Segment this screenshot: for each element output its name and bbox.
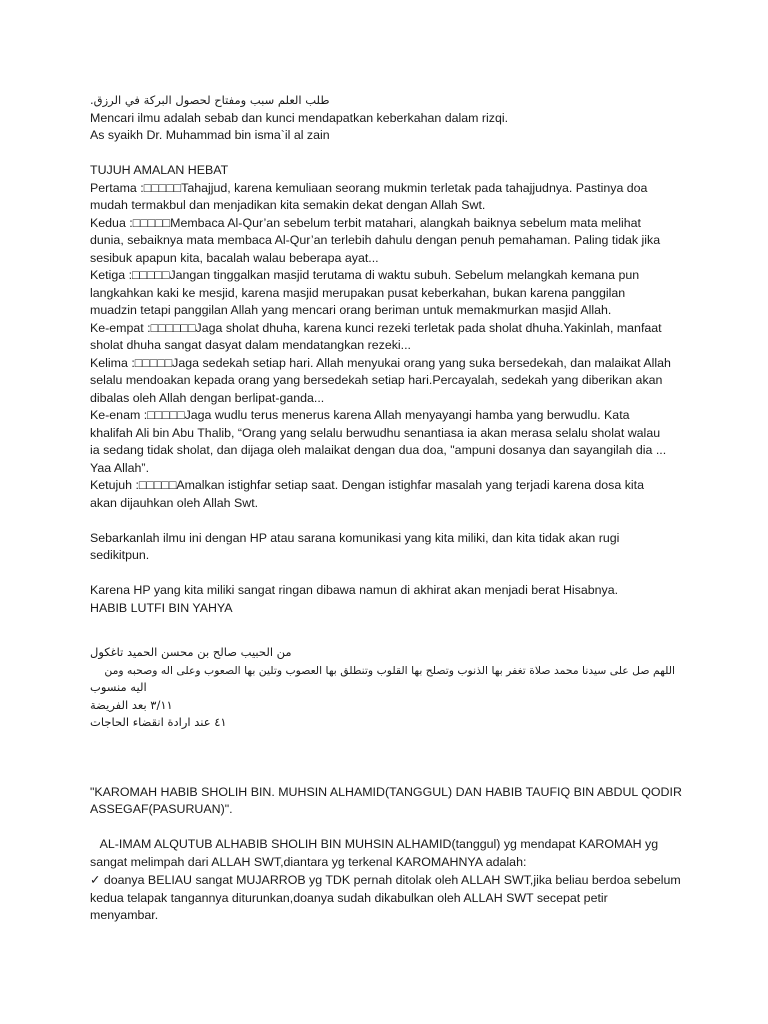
karomah-title: ASSEGAF(PASURUAN)". — [90, 802, 233, 816]
arabic-line: اليه منسوب — [90, 680, 147, 694]
amalan-item-text: muadzin tetapi panggilan Allah yang mencari orang beriman untuk memakmurkan masjid Allah. — [90, 303, 612, 317]
intro-author: As syaikh Dr. Muhammad bin isma`il al zain — [90, 128, 330, 142]
check-icon: ✓ — [90, 872, 101, 887]
intro-arabic: طلب العلم سبب ومفتاح لحصول البركة في الرزق. — [90, 93, 330, 107]
amalan-item-6 — [90, 407, 690, 477]
karomah-text: sangat melimpah dari ALLAH SWT,diantara yg terkenal KAROMAHNYA adalah: — [90, 854, 527, 869]
arabic-line: اللهم صل على سيدنا محمد صلاة تغفر بها الذنوب وتصلح بها القلوب وتنطلق بها العصوب وتلين بها الصعوب وعلى اله وصحبه ومن — [104, 663, 675, 677]
amalan-item-text: dunia, sebaiknya mata membaca Al-Qur’an terlebih dahulu dengan penuh pemahaman. Paling tidak jika — [90, 233, 661, 247]
amalan-item-5 — [90, 355, 690, 408]
amalan-item-7 — [90, 477, 690, 512]
karomah-bullet — [90, 871, 690, 890]
karomah-section — [90, 784, 690, 925]
amalan-item-text: Ke-empat :□□□□□□Jaga sholat dhuha, karena kunci rezeki terletak pada sholat dhuha.Yakinlah, manfaat — [90, 320, 662, 335]
amalan-item-text: Yaa Allah”. — [90, 460, 150, 475]
spacer — [90, 512, 690, 530]
amalan-item-text: mudah termakbul dan menjadikan kita semakin dekat dengan Allah Swt. — [90, 198, 486, 212]
arabic-line: من الحبيب صالح بن محسن الحميد تاغكول — [90, 645, 292, 659]
amalan-item-text: sesibuk apapun kita, bacalah walau beberapa ayat... — [90, 250, 379, 265]
amalan-item-text: Ketiga :□□□□□Jangan tinggalkan masjid terutama di waktu subuh. Sebelum melangkah kemana pun — [90, 268, 640, 282]
amalan-item-text: Kedua :□□□□□Membaca Al-Qur’an sebelum terbit matahari, alangkah baiknya sebelum mata melihat — [90, 215, 641, 230]
amalan-item-3 — [90, 267, 690, 320]
amalan-item-text: Kelima :□□□□□Jaga sedekah setiap hari. Allah menyukai orang yang suka bersedekah, dan malaikat Allah — [90, 355, 671, 370]
amalan-item-text: Ke-enam :□□□□□Jaga wudlu terus menerus karena Allah menyayangi hamba yang berwudlu. Kata — [90, 408, 630, 422]
hp-text: Karena HP yang kita miliki sangat ringan dibawa namun di akhirat akan menjadi berat Hisabnya. — [90, 583, 619, 597]
amalan-item-text: akan dijauhkan oleh Allah Swt. — [90, 495, 259, 510]
karomah-text: menyambar. — [90, 908, 159, 922]
amalan-item-text: Ketujuh :□□□□□Amalkan istighfar setiap saat. Dengan istighfar masalah yang terjadi karena dosa kita — [90, 478, 644, 492]
share-text: Sebarkanlah ilmu ini dengan HP atau sarana komunikasi yang kita miliki, dan kita tidak akan rugi — [90, 530, 620, 545]
amalan-item-text: Pertama :□□□□□Tahajjud, karena kemuliaan seorang mukmin terletak pada tahajjudnya. Pastinya doa — [90, 180, 648, 195]
document-page — [90, 92, 690, 925]
intro-section — [90, 92, 690, 145]
amalan-section — [90, 162, 690, 512]
amalan-item-text: khalifah Ali bin Abu Thalib, “Orang yang selalu berwudhu senantiasa ia akan merasa selalu sholat walau — [90, 425, 661, 440]
hp-author: HABIB LUTFI BIN YAHYA — [90, 600, 233, 615]
arabic-section — [90, 644, 675, 732]
amalan-item-text: selalu mendoakan kepada orang yang bersedekah setiap hari.Percayalah, sedekah yang diberikan akan — [90, 373, 663, 387]
karomah-text: kedua telapak tangannya diturunkan,doanya sudah dikabulkan oleh ALLAH SWT secepat petir — [90, 890, 608, 905]
spacer — [90, 565, 690, 583]
spacer — [90, 145, 690, 163]
arabic-line: ٣/١١ بعد الفريضة — [90, 697, 173, 712]
karomah-text: AL-IMAM ALQUTUB ALHABIB SHOLIH BIN MUHSIN ALHAMID(tanggul) yg mendapat KAROMAH yg — [90, 837, 659, 851]
hp-section — [90, 582, 690, 617]
arabic-line: ٤١ عند ارادة انقضاء الحاجات — [90, 715, 227, 729]
amalan-item-text: ia sedang tidak sholat, dan dijaga oleh malaikat dengan dua doa, "ampuni dosanya dan sayangilah dia ... — [90, 443, 667, 457]
spacer — [90, 819, 690, 837]
share-text: sedikitpun. — [90, 548, 150, 562]
amalan-heading: TUJUH AMALAN HEBAT — [90, 163, 229, 177]
amalan-item-2 — [90, 215, 690, 268]
share-section — [90, 530, 690, 565]
amalan-item-text: langkahkan kaki ke mesjid, karena masjid merupakan pusat keberkahan, bukan karena panggilan — [90, 285, 626, 300]
intro-translation: Mencari ilmu adalah sebab dan kunci mendapatkan keberkahan dalam rizqi. — [90, 110, 509, 125]
amalan-item-text: sholat dhuha sangat dasyat dalam mendatangkan rezeki... — [90, 338, 411, 352]
karomah-title: "KAROMAH HABIB SHOLIH BIN. MUHSIN ALHAMID(TANGGUL) DAN HABIB TAUFIQ BIN ABDUL QODIR — [90, 784, 682, 799]
karomah-bullet-text: doanya BELIAU sangat MUJARROB yg TDK pernah ditolak oleh ALLAH SWT,jika beliau berdoa sebelum — [100, 873, 681, 887]
amalan-item-4 — [90, 320, 690, 355]
amalan-item-1 — [90, 180, 690, 215]
amalan-item-text: dibalas oleh Allah dengan berlipat-ganda... — [90, 390, 325, 405]
